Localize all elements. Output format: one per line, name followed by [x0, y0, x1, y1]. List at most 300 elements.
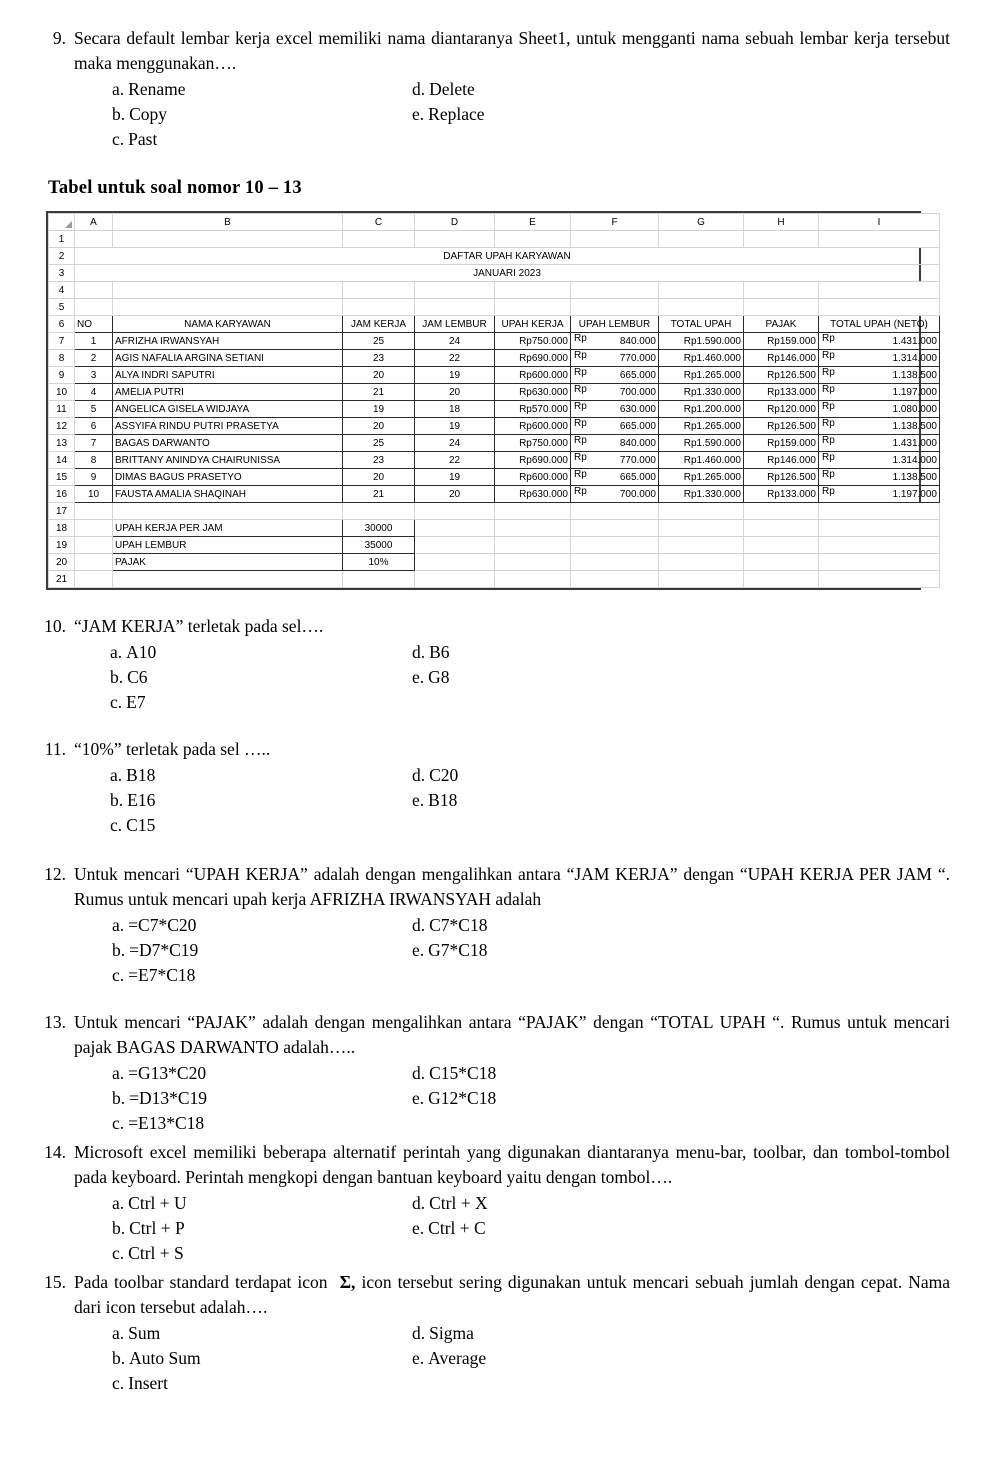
cell-E6-header-upah-kerja[interactable]: UPAH KERJA	[495, 316, 571, 333]
cell-C11[interactable]: 19	[343, 401, 415, 418]
cell-F16[interactable]	[571, 486, 659, 503]
cell-A10[interactable]: 4	[75, 384, 113, 401]
cell-E16[interactable]: Rp630.000	[495, 486, 571, 503]
sheet-row-17	[49, 503, 940, 520]
cell-F15[interactable]	[571, 469, 659, 486]
option-14-a-value: Ctrl + U	[128, 1193, 187, 1213]
option-12-a-key: a.	[112, 915, 125, 935]
option-10-d-key: d.	[412, 642, 426, 662]
column-header-G[interactable]: G	[659, 214, 744, 231]
cell-B15[interactable]: DIMAS BAGUS PRASETYO	[113, 469, 343, 486]
cell-B4[interactable]	[113, 282, 343, 299]
cell-A20[interactable]	[75, 554, 113, 571]
cell-H10[interactable]: Rp133.000	[744, 384, 819, 401]
option-15-d[interactable]	[412, 1321, 950, 1346]
option-15-e[interactable]	[412, 1346, 950, 1371]
cell-G6-header-total-upah[interactable]: TOTAL UPAH	[659, 316, 744, 333]
cell-C14[interactable]: 23	[343, 452, 415, 469]
row-header-1[interactable]: 1	[49, 231, 75, 248]
cell-H16[interactable]: Rp133.000	[744, 486, 819, 503]
cell-G4[interactable]	[659, 282, 744, 299]
cell-G14[interactable]: Rp1.460.000	[659, 452, 744, 469]
option-11-e[interactable]	[412, 788, 950, 813]
cell-B19[interactable]: UPAH LEMBUR	[113, 537, 343, 554]
cell-D14[interactable]: 22	[415, 452, 495, 469]
cell-I14[interactable]	[819, 452, 940, 469]
cell-F19[interactable]	[571, 537, 659, 554]
row-header-16[interactable]: 16	[49, 486, 75, 503]
cell-C8[interactable]: 23	[343, 350, 415, 367]
cell-F18[interactable]	[571, 520, 659, 537]
cell-B14[interactable]: BRITTANY ANINDYA CHAIRUNISSA	[113, 452, 343, 469]
table-row	[49, 401, 940, 418]
cell-C4[interactable]	[343, 282, 415, 299]
row-header-15[interactable]: 15	[49, 469, 75, 486]
option-12-b[interactable]	[74, 938, 412, 963]
cell-F10-value: 700.000	[619, 386, 656, 398]
cell-E7[interactable]: Rp750.000	[495, 333, 571, 350]
cell-A16[interactable]: 10	[75, 486, 113, 503]
cell-I11[interactable]	[819, 401, 940, 418]
cell-C13[interactable]: 25	[343, 435, 415, 452]
cell-C10[interactable]: 21	[343, 384, 415, 401]
cell-H4[interactable]	[744, 282, 819, 299]
cell-E8[interactable]: Rp690.000	[495, 350, 571, 367]
row-header-3[interactable]: 3	[49, 265, 75, 282]
option-13-c[interactable]	[74, 1111, 412, 1136]
cell-H6-header-pajak[interactable]: PAJAK	[744, 316, 819, 333]
cell-B11[interactable]: ANGELICA GISELA WIDJAYA	[113, 401, 343, 418]
option-15-a-key: a.	[112, 1323, 125, 1343]
cell-G9[interactable]: Rp1.265.000	[659, 367, 744, 384]
option-11-d[interactable]	[412, 763, 950, 788]
cell-B12[interactable]: ASSYIFA RINDU PUTRI PRASETYA	[113, 418, 343, 435]
cell-H13[interactable]: Rp159.000	[744, 435, 819, 452]
cell-A13[interactable]: 7	[75, 435, 113, 452]
option-13-b-value: =D13*C19	[129, 1088, 208, 1108]
column-header-C[interactable]: C	[343, 214, 415, 231]
cell-E13[interactable]: Rp750.000	[495, 435, 571, 452]
cell-A4[interactable]	[75, 282, 113, 299]
cell-I4[interactable]	[819, 282, 940, 299]
rp-label: Rp	[574, 469, 587, 480]
cell-A15[interactable]: 9	[75, 469, 113, 486]
option-9-e-value: Replace	[428, 104, 485, 124]
question-11-options	[74, 763, 950, 838]
cell-I8-value: 1.314.000	[892, 352, 937, 364]
sheet-row-20	[49, 554, 940, 571]
cell-G13[interactable]: Rp1.590.000	[659, 435, 744, 452]
option-15-b-value: Auto Sum	[129, 1348, 201, 1368]
cell-G10[interactable]: Rp1.330.000	[659, 384, 744, 401]
cell-D11[interactable]: 18	[415, 401, 495, 418]
cell-A18[interactable]	[75, 520, 113, 537]
cell-F11[interactable]	[571, 401, 659, 418]
cell-H9[interactable]: Rp126.500	[744, 367, 819, 384]
cell-F14[interactable]	[571, 452, 659, 469]
cell-C19[interactable]: 35000	[343, 537, 415, 554]
row-header-12[interactable]: 12	[49, 418, 75, 435]
option-9-d[interactable]	[412, 77, 950, 102]
option-15-a-value: Sum	[128, 1323, 161, 1343]
cell-G18[interactable]	[659, 520, 744, 537]
sheet-row-19	[49, 537, 940, 554]
cell-H15[interactable]: Rp126.500	[744, 469, 819, 486]
cell-H12[interactable]: Rp126.500	[744, 418, 819, 435]
option-13-b[interactable]	[74, 1086, 412, 1111]
row-header-6[interactable]: 6	[49, 316, 75, 333]
table-row	[49, 469, 940, 486]
cell-F6-header-upah-lembur[interactable]: UPAH LEMBUR	[571, 316, 659, 333]
cell-E18[interactable]	[495, 520, 571, 537]
cell-H21[interactable]	[744, 571, 819, 588]
cell-G20[interactable]	[659, 554, 744, 571]
cell-D6-header-jam-lembur[interactable]: JAM LEMBUR	[415, 316, 495, 333]
cell-D15[interactable]: 19	[415, 469, 495, 486]
cell-B5[interactable]	[113, 299, 343, 316]
cell-F10[interactable]	[571, 384, 659, 401]
cell-G8[interactable]: Rp1.460.000	[659, 350, 744, 367]
cell-B18[interactable]: UPAH KERJA PER JAM	[113, 520, 343, 537]
cell-D21[interactable]	[415, 571, 495, 588]
cell-D18[interactable]	[415, 520, 495, 537]
option-10-e[interactable]	[412, 665, 950, 690]
question-14-text: Microsoft excel memiliki beberapa alternatif perintah yang digunakan diantaranya menu-bar, toolbar, dan tombol-tombol pada keyboard. Perintah mengkopi dengan bantuan keyboard yaitu dengan tombol….	[74, 1142, 950, 1187]
cell-A8[interactable]: 2	[75, 350, 113, 367]
cell-H1[interactable]	[744, 231, 819, 248]
cell-E19[interactable]	[495, 537, 571, 554]
column-header-H[interactable]: H	[744, 214, 819, 231]
cell-H14[interactable]: Rp146.000	[744, 452, 819, 469]
cell-D13[interactable]: 24	[415, 435, 495, 452]
cell-I8[interactable]	[819, 350, 940, 367]
cell-D16[interactable]: 20	[415, 486, 495, 503]
cell-I21[interactable]	[819, 571, 940, 588]
cell-B21[interactable]	[113, 571, 343, 588]
cell-D17[interactable]	[415, 503, 495, 520]
cell-C17[interactable]	[343, 503, 415, 520]
row-header-21[interactable]: 21	[49, 571, 75, 588]
table-row	[49, 367, 940, 384]
cell-E4[interactable]	[495, 282, 571, 299]
cell-I7[interactable]	[819, 333, 940, 350]
option-15-b[interactable]	[74, 1346, 412, 1371]
row-header-17[interactable]: 17	[49, 503, 75, 520]
cell-B1[interactable]	[113, 231, 343, 248]
option-11-c-key: c.	[110, 815, 123, 835]
cell-E11[interactable]: Rp570.000	[495, 401, 571, 418]
cell-C9[interactable]: 20	[343, 367, 415, 384]
rp-label: Rp	[822, 469, 835, 480]
cell-I13[interactable]	[819, 435, 940, 452]
cell-B9[interactable]: ALYA INDRI SAPUTRI	[113, 367, 343, 384]
rp-label: Rp	[822, 333, 835, 344]
cell-F9[interactable]	[571, 367, 659, 384]
row-header-8[interactable]: 8	[49, 350, 75, 367]
cell-G1[interactable]	[659, 231, 744, 248]
option-15-e-value: Average	[428, 1348, 487, 1368]
question-15	[40, 1270, 950, 1396]
cell-D12[interactable]: 19	[415, 418, 495, 435]
option-11-b-value: E16	[127, 790, 156, 810]
cell-E15[interactable]: Rp600.000	[495, 469, 571, 486]
select-all-corner[interactable]	[49, 214, 75, 231]
rp-label: Rp	[574, 418, 587, 429]
cell-H18[interactable]	[744, 520, 819, 537]
option-9-a[interactable]	[74, 77, 412, 102]
cell-B7[interactable]: AFRIZHA IRWANSYAH	[113, 333, 343, 350]
question-9-text: Secara default lembar kerja excel memiliki nama diantaranya Sheet1, untuk mengganti nama sebuah lembar kerja tersebut maka menggunakan….	[74, 28, 950, 73]
cell-D7[interactable]: 24	[415, 333, 495, 350]
row-header-14[interactable]: 14	[49, 452, 75, 469]
cell-C15[interactable]: 20	[343, 469, 415, 486]
option-10-c[interactable]	[74, 690, 412, 715]
cell-B16[interactable]: FAUSTA AMALIA SHAQINAH	[113, 486, 343, 503]
cell-A14[interactable]: 8	[75, 452, 113, 469]
rp-label: Rp	[822, 435, 835, 446]
rp-label: Rp	[574, 435, 587, 446]
row-header-10[interactable]: 10	[49, 384, 75, 401]
cell-D19[interactable]	[415, 537, 495, 554]
column-header-I[interactable]: I	[819, 214, 940, 231]
table-row	[49, 333, 940, 350]
row-header-13[interactable]: 13	[49, 435, 75, 452]
row-header-4[interactable]: 4	[49, 282, 75, 299]
question-15-options	[74, 1321, 950, 1396]
cell-I15[interactable]	[819, 469, 940, 486]
cell-C6-header-jam-kerja[interactable]: JAM KERJA	[343, 316, 415, 333]
cell-A19[interactable]	[75, 537, 113, 554]
option-9-c-value: Past	[128, 129, 158, 149]
question-14-options	[74, 1191, 950, 1266]
cell-I20[interactable]	[819, 554, 940, 571]
rp-label: Rp	[574, 367, 587, 378]
cell-D10[interactable]: 20	[415, 384, 495, 401]
cell-G7[interactable]: Rp1.590.000	[659, 333, 744, 350]
cell-G16[interactable]: Rp1.330.000	[659, 486, 744, 503]
cell-B8[interactable]: AGIS NAFALIA ARGINA SETIANI	[113, 350, 343, 367]
option-14-d-key: d.	[412, 1193, 426, 1213]
option-12-e[interactable]	[412, 938, 950, 963]
question-9	[40, 26, 950, 152]
option-13-a-value: =G13*C20	[128, 1063, 207, 1083]
option-9-e[interactable]	[412, 102, 950, 127]
option-12-b-value: =D7*C19	[129, 940, 199, 960]
cell-F13[interactable]	[571, 435, 659, 452]
row-header-5[interactable]: 5	[49, 299, 75, 316]
cell-I9[interactable]	[819, 367, 940, 384]
option-14-b[interactable]	[74, 1216, 412, 1241]
cell-A7[interactable]: 1	[75, 333, 113, 350]
cell-F7-value: 840.000	[619, 335, 656, 347]
rp-label: Rp	[574, 401, 587, 412]
cell-F20[interactable]	[571, 554, 659, 571]
cell-B20[interactable]: PAJAK	[113, 554, 343, 571]
cell-I17[interactable]	[819, 503, 940, 520]
sheet-row-5	[49, 299, 940, 316]
cell-F17[interactable]	[571, 503, 659, 520]
column-header-B[interactable]: B	[113, 214, 343, 231]
option-11-b[interactable]	[74, 788, 412, 813]
row-header-7[interactable]: 7	[49, 333, 75, 350]
cell-C18[interactable]: 30000	[343, 520, 415, 537]
question-14-number: 14.	[44, 1142, 66, 1162]
option-12-c[interactable]	[74, 963, 412, 988]
option-15-a[interactable]	[74, 1321, 412, 1346]
cell-F7[interactable]	[571, 333, 659, 350]
row-header-20[interactable]: 20	[49, 554, 75, 571]
question-11-text: “10%” terletak pada sel …..	[74, 739, 271, 759]
option-11-c[interactable]	[74, 813, 412, 838]
cell-A9[interactable]: 3	[75, 367, 113, 384]
cell-C20[interactable]: 10%	[343, 554, 415, 571]
cell-B13[interactable]: BAGAS DARWANTO	[113, 435, 343, 452]
cell-H8[interactable]: Rp146.000	[744, 350, 819, 367]
column-header-E[interactable]: E	[495, 214, 571, 231]
column-header-F[interactable]: F	[571, 214, 659, 231]
option-9-c[interactable]	[74, 127, 412, 152]
cell-G15[interactable]: Rp1.265.000	[659, 469, 744, 486]
cell-E5[interactable]	[495, 299, 571, 316]
cell-H11[interactable]: Rp120.000	[744, 401, 819, 418]
cell-B17[interactable]	[113, 503, 343, 520]
cell-A1[interactable]	[75, 231, 113, 248]
option-14-a-key: a.	[112, 1193, 125, 1213]
option-10-b-value: C6	[127, 667, 148, 687]
cell-I6-header-total-neto[interactable]: TOTAL UPAH (NETO)	[819, 316, 940, 333]
cell-F21[interactable]	[571, 571, 659, 588]
cell-E12[interactable]: Rp600.000	[495, 418, 571, 435]
cell-I19[interactable]	[819, 537, 940, 554]
option-10-c-value: E7	[126, 692, 146, 712]
cell-H19[interactable]	[744, 537, 819, 554]
cell-I5[interactable]	[819, 299, 940, 316]
cell-D5[interactable]	[415, 299, 495, 316]
option-10-a[interactable]	[74, 640, 412, 665]
cell-E14[interactable]: Rp690.000	[495, 452, 571, 469]
question-11	[40, 737, 950, 838]
cell-G21[interactable]	[659, 571, 744, 588]
option-10-b[interactable]	[74, 665, 412, 690]
cell-I18[interactable]	[819, 520, 940, 537]
cell-A12[interactable]: 6	[75, 418, 113, 435]
row-header-9[interactable]: 9	[49, 367, 75, 384]
cell-D20[interactable]	[415, 554, 495, 571]
cell-F8[interactable]	[571, 350, 659, 367]
option-13-d[interactable]	[412, 1061, 950, 1086]
cell-C16[interactable]: 21	[343, 486, 415, 503]
cell-E10[interactable]: Rp630.000	[495, 384, 571, 401]
question-10-options	[74, 640, 950, 715]
cell-F12[interactable]	[571, 418, 659, 435]
cell-B6-header-nama[interactable]: NAMA KARYAWAN	[113, 316, 343, 333]
cell-G11[interactable]: Rp1.200.000	[659, 401, 744, 418]
cell-F11-value: 630.000	[619, 403, 656, 415]
question-15-number: 15.	[44, 1272, 66, 1292]
cell-E20[interactable]	[495, 554, 571, 571]
cell-F14-value: 770.000	[619, 454, 656, 466]
cell-C5[interactable]	[343, 299, 415, 316]
column-header-D[interactable]: D	[415, 214, 495, 231]
cell-I16[interactable]	[819, 486, 940, 503]
cell-D9[interactable]: 19	[415, 367, 495, 384]
cell-C21[interactable]	[343, 571, 415, 588]
cell-A3-subtitle[interactable]: JANUARI 2023	[75, 265, 940, 282]
cell-E9[interactable]: Rp600.000	[495, 367, 571, 384]
cell-H17[interactable]	[744, 503, 819, 520]
cell-G5[interactable]	[659, 299, 744, 316]
cell-D1[interactable]	[415, 231, 495, 248]
cell-H7[interactable]: Rp159.000	[744, 333, 819, 350]
option-12-c-value: =E7*C18	[128, 965, 196, 985]
row-header-11[interactable]: 11	[49, 401, 75, 418]
column-header-A[interactable]: A	[75, 214, 113, 231]
cell-A11[interactable]: 5	[75, 401, 113, 418]
cell-B10[interactable]: AMELIA PUTRI	[113, 384, 343, 401]
cell-H20[interactable]	[744, 554, 819, 571]
option-13-a[interactable]	[74, 1061, 412, 1086]
cell-F5[interactable]	[571, 299, 659, 316]
cell-A2-title[interactable]: DAFTAR UPAH KARYAWAN	[75, 248, 940, 265]
cell-A17[interactable]	[75, 503, 113, 520]
cell-I1[interactable]	[819, 231, 940, 248]
option-14-c[interactable]	[74, 1241, 412, 1266]
question-13-text: Untuk mencari “PAJAK” adalah dengan mengalihkan antara “PAJAK” dengan “TOTAL UPAH “. Rumus untuk mencari pajak BAGAS DARWANTO adalah…..	[74, 1012, 950, 1057]
sheet-row-3	[49, 265, 940, 282]
option-14-a[interactable]	[74, 1191, 412, 1216]
cell-F9-value: 665.000	[619, 369, 656, 381]
cell-C1[interactable]	[343, 231, 415, 248]
option-14-d[interactable]	[412, 1191, 950, 1216]
cell-F1[interactable]	[571, 231, 659, 248]
option-15-c-value: Insert	[128, 1373, 169, 1393]
question-12-options	[74, 913, 950, 988]
cell-D8[interactable]: 22	[415, 350, 495, 367]
cell-D4[interactable]	[415, 282, 495, 299]
column-header-row	[49, 214, 940, 231]
cell-G17[interactable]	[659, 503, 744, 520]
cell-C7[interactable]: 25	[343, 333, 415, 350]
cell-A5[interactable]	[75, 299, 113, 316]
cell-G19[interactable]	[659, 537, 744, 554]
option-14-e[interactable]	[412, 1216, 950, 1241]
row-header-18[interactable]: 18	[49, 520, 75, 537]
cell-H5[interactable]	[744, 299, 819, 316]
question-9-options	[74, 77, 950, 152]
option-9-b[interactable]	[74, 102, 412, 127]
cell-F4[interactable]	[571, 282, 659, 299]
cell-A6-header-no[interactable]: NO	[75, 316, 113, 333]
option-12-d[interactable]	[412, 913, 950, 938]
cell-G12[interactable]: Rp1.265.000	[659, 418, 744, 435]
option-15-c[interactable]	[74, 1371, 412, 1396]
row-header-19[interactable]: 19	[49, 537, 75, 554]
cell-I12[interactable]	[819, 418, 940, 435]
cell-C12[interactable]: 20	[343, 418, 415, 435]
cell-A21[interactable]	[75, 571, 113, 588]
option-10-d[interactable]	[412, 640, 950, 665]
option-12-a[interactable]	[74, 913, 412, 938]
option-13-e[interactable]	[412, 1086, 950, 1111]
cell-I10[interactable]	[819, 384, 940, 401]
row-header-2[interactable]: 2	[49, 248, 75, 265]
cell-E21[interactable]	[495, 571, 571, 588]
option-11-e-key: e.	[412, 790, 425, 810]
option-11-a[interactable]	[74, 763, 412, 788]
question-13-number: 13.	[44, 1012, 66, 1032]
cell-E1[interactable]	[495, 231, 571, 248]
cell-E17[interactable]	[495, 503, 571, 520]
